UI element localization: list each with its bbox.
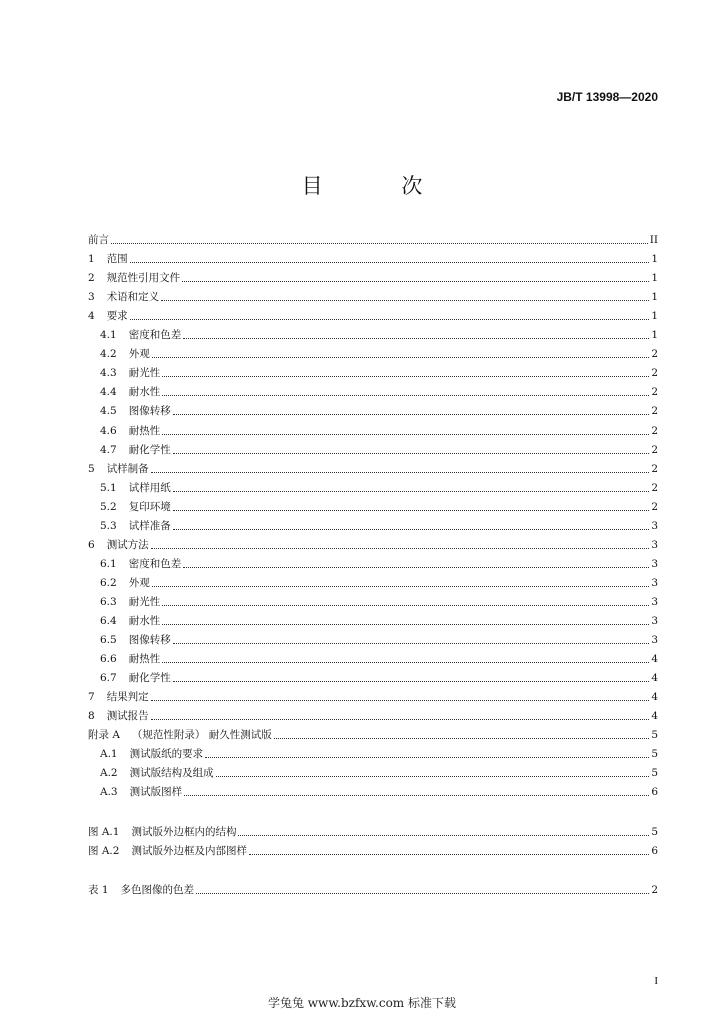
- dot-leader: [152, 585, 650, 587]
- toc-entry-label: 耐热性: [128, 653, 161, 666]
- toc-entry-number: 图 A.2: [88, 845, 120, 857]
- toc-entry-page: 3: [651, 634, 658, 647]
- toc-entry-label: 多色图像的色差: [120, 884, 195, 896]
- dot-leader: [161, 299, 649, 301]
- toc-entry-label: 试样用纸: [128, 481, 171, 494]
- toc-entry-number: 4.1: [100, 329, 117, 342]
- toc-entry-page: 3: [651, 576, 658, 589]
- toc-entry-page: 4: [651, 672, 658, 685]
- dot-leader: [173, 413, 650, 415]
- dot-leader: [183, 337, 649, 339]
- dot-leader: [238, 834, 649, 836]
- toc-entry-label: 规范性引用文件: [106, 272, 181, 285]
- toc-entry[interactable]: [88, 727, 658, 743]
- toc-entry-label: 密度和色差: [128, 329, 182, 342]
- toc-entry[interactable]: [88, 765, 658, 781]
- toc-entry-label: 测试报告: [106, 710, 149, 723]
- toc-entry-number: 6.4: [100, 615, 117, 627]
- dot-leader: [162, 433, 649, 435]
- dot-leader: [183, 566, 649, 568]
- toc-entry-label: 试样制备: [106, 462, 149, 475]
- toc-entry-page: 1: [651, 329, 658, 342]
- toc-entry[interactable]: [88, 518, 658, 534]
- toc-entry-number: 4.4: [100, 386, 117, 399]
- toc-entry-number: 1: [88, 253, 95, 266]
- toc-entry-label: 测试方法: [106, 538, 149, 551]
- toc-entry[interactable]: [88, 251, 658, 267]
- toc-entry[interactable]: [88, 346, 658, 362]
- dot-leader: [162, 604, 649, 606]
- toc-entry-page: 3: [651, 519, 658, 532]
- page-number: I: [654, 975, 658, 987]
- toc-entry-page: 1: [651, 272, 658, 285]
- dot-leader: [151, 547, 650, 549]
- toc-entry-number: 8: [88, 710, 95, 723]
- toc-entry-page: 2: [651, 424, 658, 437]
- toc-entry-number: A.2: [100, 767, 118, 780]
- toc-entry-page: 2: [651, 405, 658, 418]
- dot-leader: [173, 490, 650, 492]
- toc-entry[interactable]: [88, 365, 658, 381]
- toc-entry-label: 耐热性: [128, 424, 161, 437]
- toc-entry-number: 5.2: [100, 500, 117, 513]
- toc-figure-entry[interactable]: [88, 843, 658, 859]
- toc-entry[interactable]: [88, 403, 658, 419]
- toc-entry[interactable]: [88, 670, 658, 686]
- toc-entry-number: 2: [88, 272, 95, 285]
- toc-entry[interactable]: [88, 537, 658, 553]
- toc-entry-page: 2: [651, 348, 658, 361]
- dot-leader: [151, 718, 650, 720]
- toc-entry-page: 6: [651, 786, 658, 799]
- toc-entry-label: （规范性附录） 耐久性测试版: [131, 729, 272, 742]
- toc-entry[interactable]: [88, 632, 658, 648]
- dot-leader: [152, 356, 650, 358]
- dot-leader: [130, 318, 650, 320]
- toc-entry-page: 2: [651, 884, 658, 896]
- toc-entry-number: 7: [88, 691, 95, 704]
- toc-entry[interactable]: [88, 384, 658, 400]
- toc-entry-number: 4.2: [100, 348, 117, 361]
- dot-leader: [249, 853, 649, 855]
- toc-entry-number: 6.1: [100, 557, 117, 570]
- toc-entry[interactable]: [88, 480, 658, 496]
- toc-entry-page: 3: [651, 557, 658, 570]
- toc-entry-label: 耐光性: [128, 595, 161, 608]
- toc-entry-label: 耐水性: [128, 386, 161, 399]
- toc-entry-label: 范围: [106, 253, 128, 266]
- toc-entry-number: 附录 A: [88, 729, 120, 742]
- toc-entry-label: 密度和色差: [128, 557, 182, 570]
- toc-entry-number: 6.2: [100, 576, 117, 589]
- toc-entry-label: 图像转移: [128, 634, 171, 647]
- toc-entry[interactable]: [88, 270, 658, 286]
- dot-leader: [130, 261, 650, 263]
- toc-entry[interactable]: [88, 442, 658, 458]
- toc-entry-label: 前言: [88, 234, 109, 246]
- toc-entry-number: 4.7: [100, 443, 117, 456]
- toc-table-entry[interactable]: [88, 882, 658, 898]
- toc-entry-label: 测试版外边框及内部图样: [131, 845, 247, 857]
- toc-entry[interactable]: [88, 651, 658, 667]
- toc-entry-number: 表 1: [88, 884, 109, 896]
- toc-entry[interactable]: [88, 594, 658, 610]
- toc-entry-number: 6.5: [100, 634, 117, 647]
- toc-entry-page: 5: [651, 748, 658, 761]
- toc-entry-label: 复印环境: [128, 500, 171, 513]
- toc-entry-page: 2: [651, 500, 658, 513]
- toc-entry-number: A.1: [100, 748, 118, 761]
- toc-entry-label: 结果判定: [106, 691, 149, 704]
- dot-leader: [173, 452, 650, 454]
- toc-entry-page: 5: [651, 767, 658, 780]
- toc-entry-number: 4.5: [100, 405, 117, 418]
- toc-entry-label: 要求: [106, 310, 128, 323]
- toc-entry-label: 图像转移: [128, 405, 171, 418]
- toc-entry-label: 外观: [128, 348, 150, 361]
- toc-entry-label: 试样准备: [128, 519, 171, 532]
- dot-leader: [162, 375, 649, 377]
- dot-leader: [162, 394, 649, 396]
- toc-entry-number: 6: [88, 538, 95, 551]
- toc-entry-label: 耐化学性: [128, 443, 171, 456]
- standard-code: JB/T 13998—2020: [556, 90, 658, 104]
- dot-leader: [151, 699, 650, 701]
- toc-entry[interactable]: [88, 232, 658, 248]
- toc-entry-number: 4.3: [100, 367, 117, 380]
- toc-entry[interactable]: [88, 689, 658, 705]
- dot-leader: [216, 775, 650, 777]
- dot-leader: [173, 528, 650, 530]
- toc-entry-number: 图 A.1: [88, 826, 120, 838]
- dot-leader: [111, 242, 648, 244]
- dot-leader: [173, 509, 650, 511]
- toc-entry-page: 5: [651, 729, 658, 742]
- dot-leader: [205, 756, 649, 758]
- dot-leader: [274, 737, 650, 739]
- toc-entry-label: 测试版图样: [129, 786, 183, 799]
- watermark-text: 学兔兔 www.bzfxw.com 标准下载: [267, 996, 457, 1010]
- toc-entry-number: 6.7: [100, 672, 117, 685]
- dot-leader: [151, 471, 650, 473]
- toc-entry-page: 2: [651, 462, 658, 475]
- toc-entry[interactable]: [88, 499, 658, 515]
- toc-entry[interactable]: [88, 423, 658, 439]
- toc-entry-label: 耐光性: [128, 367, 161, 380]
- toc-entry-label: 耐化学性: [128, 672, 171, 685]
- toc-entry[interactable]: [88, 784, 658, 800]
- toc-entry[interactable]: [88, 556, 658, 572]
- toc-entry-number: 4.6: [100, 424, 117, 437]
- toc-entry[interactable]: [88, 613, 658, 629]
- toc-entry-number: 4: [88, 310, 95, 323]
- toc-entry-number: 5.1: [100, 481, 117, 494]
- toc-entry-page: 2: [651, 386, 658, 399]
- toc-entry-label: 测试版结构及组成: [129, 767, 214, 780]
- dot-leader: [162, 661, 649, 663]
- toc-entry-page: 3: [651, 595, 658, 608]
- toc-entry-number: 3: [88, 291, 95, 304]
- toc-entry-number: 6.6: [100, 653, 117, 666]
- toc-entry-page: 2: [651, 443, 658, 456]
- toc-entry-label: 耐水性: [128, 615, 161, 627]
- dot-leader: [196, 892, 649, 894]
- toc-entry-number: 5.3: [100, 519, 117, 532]
- toc-entry-page: 4: [651, 653, 658, 666]
- toc-entry[interactable]: [88, 308, 658, 324]
- toc-entry-page: 5: [651, 826, 658, 838]
- dot-leader: [182, 280, 649, 282]
- dot-leader: [162, 623, 649, 625]
- toc-entry-page: II: [649, 234, 658, 246]
- toc-entry[interactable]: [88, 461, 658, 477]
- toc-entry-page: 2: [651, 481, 658, 494]
- toc-entry-page: 1: [651, 291, 658, 304]
- toc-entry-page: 1: [651, 310, 658, 323]
- toc-entry-page: 3: [651, 615, 658, 627]
- toc-entry-number: A.3: [100, 786, 118, 799]
- toc-entry-label: 术语和定义: [106, 291, 160, 304]
- toc-figure-entry[interactable]: [88, 824, 658, 840]
- toc-entry-label: 外观: [128, 576, 150, 589]
- toc-entry-page: 4: [651, 710, 658, 723]
- toc-entry-label: 测试版外边框内的结构: [131, 826, 237, 838]
- toc-entry[interactable]: [88, 746, 658, 762]
- dot-leader: [173, 680, 650, 682]
- toc-entry-page: 2: [651, 367, 658, 380]
- toc-entry[interactable]: [88, 708, 658, 724]
- toc-entry-page: 4: [651, 691, 658, 704]
- toc-entry-number: 5: [88, 462, 95, 475]
- toc-entry[interactable]: [88, 575, 658, 591]
- dot-leader: [184, 794, 649, 796]
- toc-entry[interactable]: [88, 327, 658, 343]
- page-title: 目 次: [301, 174, 459, 198]
- toc-entry[interactable]: [88, 289, 658, 305]
- toc-entry-page: 1: [651, 253, 658, 266]
- toc-entry-page: 3: [651, 538, 658, 551]
- dot-leader: [173, 642, 650, 644]
- toc-entry-label: 测试版纸的要求: [129, 748, 204, 761]
- toc-entry-number: 6.3: [100, 595, 117, 608]
- toc-entry-page: 6: [651, 845, 658, 857]
